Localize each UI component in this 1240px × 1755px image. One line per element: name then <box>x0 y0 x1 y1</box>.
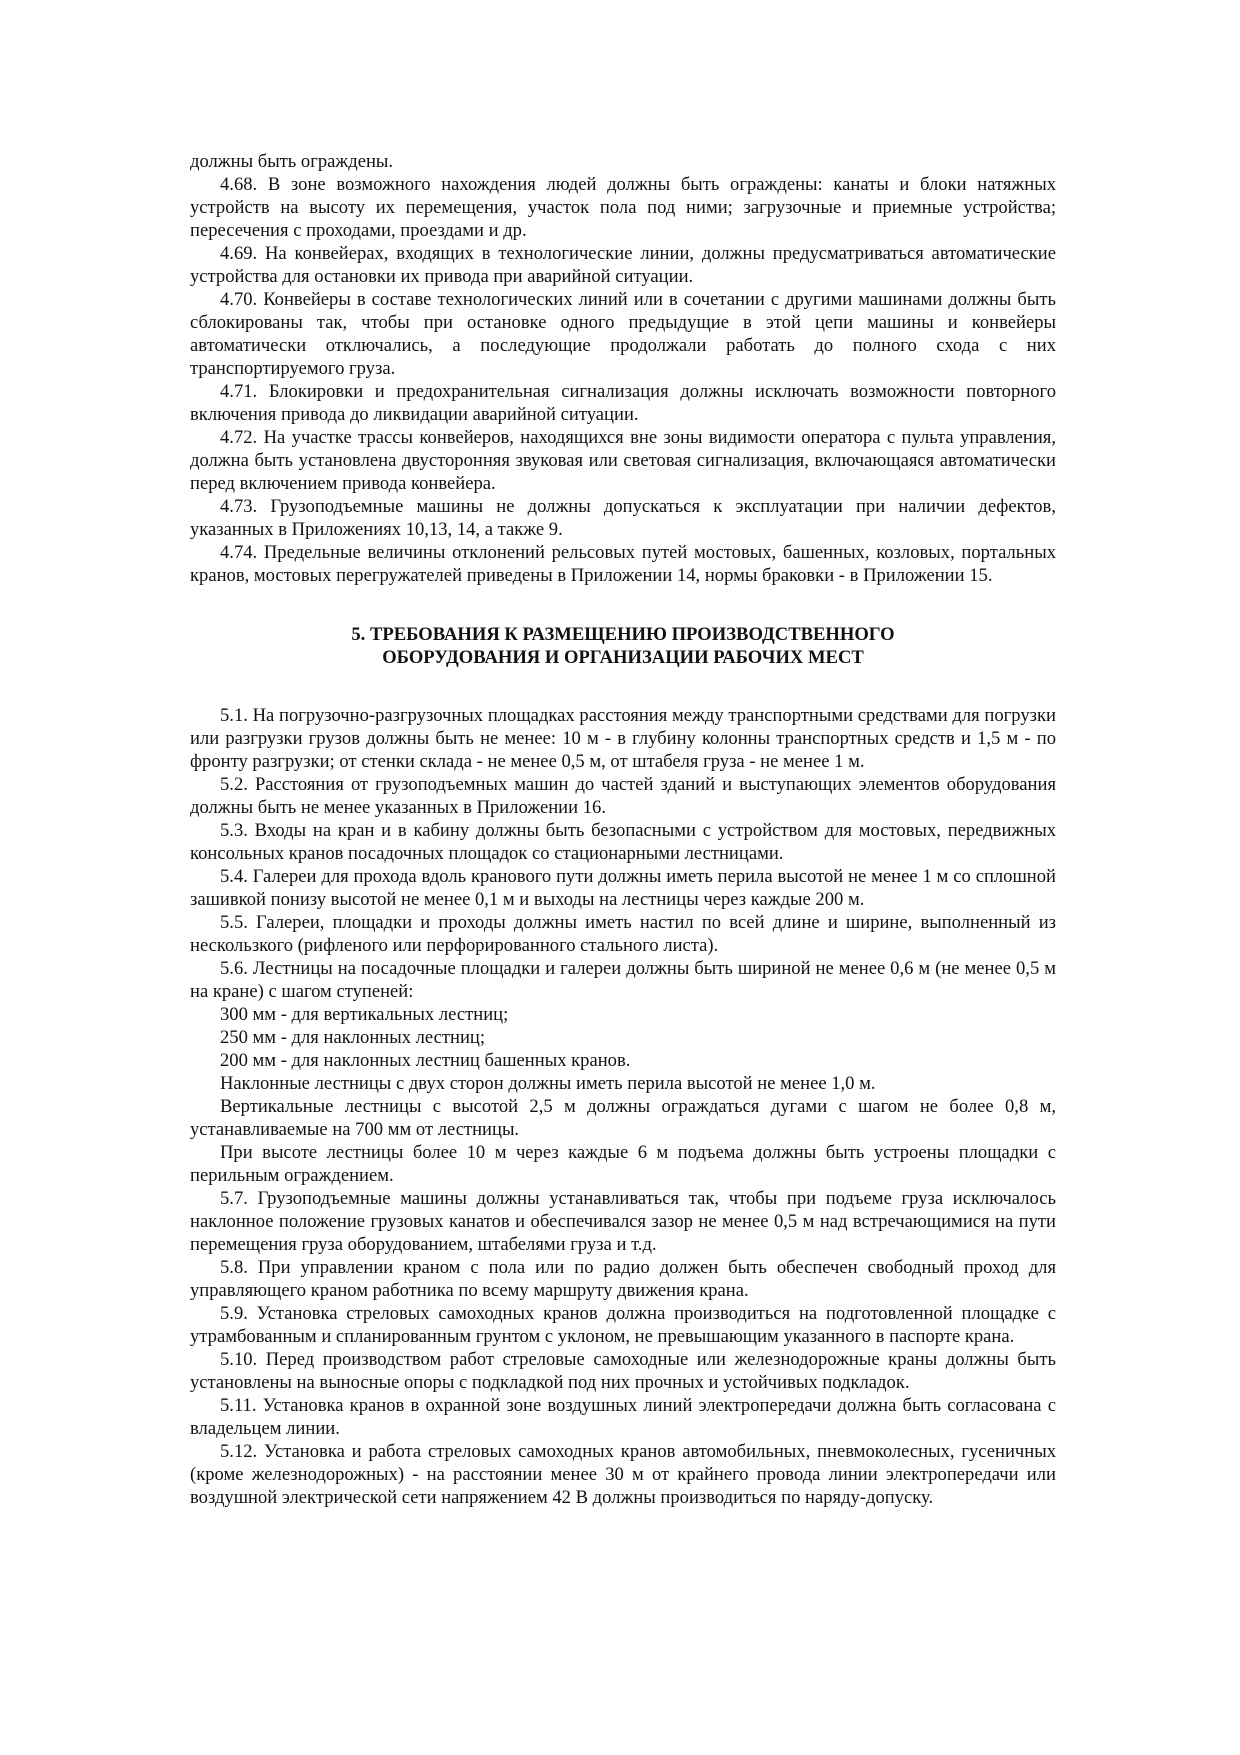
paragraph-5-4: 5.4. Галереи для прохода вдоль кранового пути должны иметь перила высотой не менее 1 м со сплошной зашивкой понизу высотой не менее 0,1 м и выходы на лестницы через каждые 200 м. <box>190 866 1056 910</box>
list-item-300mm: 300 мм - для вертикальных лестниц; <box>220 1004 509 1025</box>
paragraph-4-74: 4.74. Предельные величины отклонений рельсовых путей мостовых, башенных, козловых, портальных кранов, мостовых перегружателей приведены в Приложении 14, нормы браковки - в Приложении 15. <box>190 542 1056 586</box>
section-heading <box>190 623 1056 669</box>
paragraph-inclined-ladders: Наклонные лестницы с двух сторон должны иметь перила высотой не менее 1,0 м. <box>220 1073 876 1094</box>
paragraph-5-2: 5.2. Расстояния от грузоподъемных машин до частей зданий и выступающих элементов оборудования должны быть не менее указанных в Приложении 16. <box>190 774 1056 818</box>
paragraph-4-68: 4.68. В зоне возможного нахождения людей должны быть ограждены: канаты и блоки натяжных устройств на высоту их перемещения, участок пола под ними; загрузочные и приемные устройства; пересечения с проходами, проездами и др. <box>190 174 1056 241</box>
paragraph-ladder-platforms: При высоте лестницы более 10 м через каждые 6 м подъема должны быть устроены площадки с перильным ограждением. <box>190 1142 1056 1186</box>
continuation-text: должны быть ограждены. <box>190 151 394 172</box>
paragraph-5-8: 5.8. При управлении краном с пола или по радио должен быть обеспечен свободный проход для управляющего краном работника по всему маршруту движения крана. <box>190 1257 1056 1301</box>
paragraph-5-7: 5.7. Грузоподъемные машины должны устанавливаться так, чтобы при подъеме груза исключалось наклонное положение грузовых канатов и обеспечивался зазор не менее 0,5 м над встречающимися на пути перемещения груза оборудованием, штабелями груза и т.д. <box>190 1188 1056 1255</box>
paragraph-5-3: 5.3. Входы на кран и в кабину должны быть безопасными с устройством для мостовых, передвижных консольных кранов посадочных площадок со стационарными лестницами. <box>190 820 1056 864</box>
paragraph-4-69: 4.69. На конвейерах, входящих в технологические линии, должны предусматриваться автоматические устройства для остановки их привода при аварийной ситуации. <box>190 243 1056 287</box>
section-heading-line-1: 5. ТРЕБОВАНИЯ К РАЗМЕЩЕНИЮ ПРОИЗВОДСТВЕННОГО <box>351 624 895 645</box>
paragraph-5-5: 5.5. Галереи, площадки и проходы должны иметь настил по всей длине и ширине, выполненный из нескользкого (рифленого или перфорированного стального листа). <box>190 912 1056 956</box>
paragraph-4-71: 4.71. Блокировки и предохранительная сигнализация должны исключать возможности повторного включения привода до ликвидации аварийной ситуации. <box>190 381 1056 425</box>
list-item-250mm: 250 мм - для наклонных лестниц; <box>220 1027 486 1048</box>
document-page <box>190 150 1056 1509</box>
paragraph-5-12: 5.12. Установка и работа стреловых самоходных кранов автомобильных, пневмоколесных, гусеничных (кроме железнодорожных) - на расстоянии менее 30 м от крайнего провода линии электропередачи или воздушной электрической сети напряжением 42 В должны производиться по наряду-допуску. <box>190 1441 1056 1508</box>
paragraph-4-70: 4.70. Конвейеры в составе технологических линий или в сочетании с другими машинами должны быть сблокированы так, чтобы при остановке одного предыдущие в этой цепи машины и конвейеры автоматически отключались, а последующие продолжали работать до полного схода с них транспортируемого груза. <box>190 289 1056 379</box>
list-item-200mm: 200 мм - для наклонных лестниц башенных кранов. <box>220 1050 631 1071</box>
paragraph-5-9: 5.9. Установка стреловых самоходных кранов должна производиться на подготовленной площадке с утрамбованным и спланированным грунтом с уклоном, не превышающим указанного в паспорте крана. <box>190 1303 1056 1347</box>
paragraph-5-6: 5.6. Лестницы на посадочные площадки и галереи должны быть шириной не менее 0,6 м (не менее 0,5 м на кране) с шагом ступеней: <box>190 958 1056 1002</box>
section-heading-line-2: ОБОРУДОВАНИЯ И ОРГАНИЗАЦИИ РАБОЧИХ МЕСТ <box>382 647 864 668</box>
paragraph-vertical-ladders: Вертикальные лестницы с высотой 2,5 м должны ограждаться дугами с шагом не более 0,8 м, устанавливаемые на 700 мм от лестницы. <box>190 1096 1056 1140</box>
paragraph-5-10: 5.10. Перед производством работ стреловые самоходные или железнодорожные краны должны быть установлены на выносные опоры с подкладкой под них прочных и устойчивых подкладок. <box>190 1349 1056 1393</box>
paragraph-4-72: 4.72. На участке трассы конвейеров, находящихся вне зоны видимости оператора с пульта управления, должна быть установлена двусторонняя звуковая или световая сигнализация, включающаяся автоматически перед включением привода конвейера. <box>190 427 1056 494</box>
paragraph-5-11: 5.11. Установка кранов в охранной зоне воздушных линий электропередачи должна быть согласована с владельцем линии. <box>190 1395 1056 1439</box>
paragraph-4-73: 4.73. Грузоподъемные машины не должны допускаться к эксплуатации при наличии дефектов, указанных в Приложениях 10,13, 14, а также 9. <box>190 496 1056 540</box>
paragraph-5-1: 5.1. На погрузочно-разгрузочных площадках расстояния между транспортными средствами для погрузки или разгрузки грузов должны быть не менее: 10 м - в глубину колонны транспортных средств и 1,5 м - по фронту разгрузки; от стенки склада - не менее 0,5 м, от штабеля груза - не менее 1 м. <box>190 705 1056 772</box>
